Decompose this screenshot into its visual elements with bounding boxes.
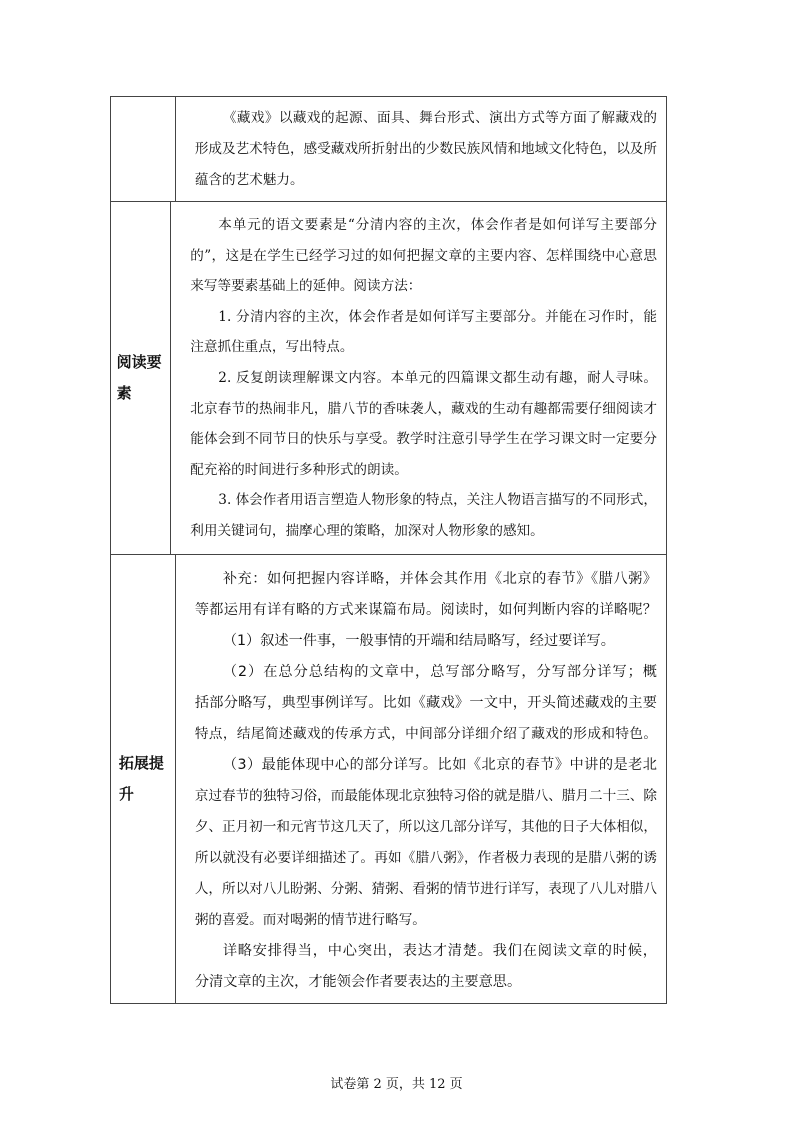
text-line: 3. 体会作者用语言塑造人物形象的特点，关注人物语言描写的不同形式， xyxy=(218,492,657,509)
text-line: 京过春节的独特习俗，而最能体现北京独特习俗的就是腊八、腊月二十三、除 xyxy=(194,788,657,804)
row-label xyxy=(111,97,176,201)
text-line: 等都运用有详有略的方式来谋篇布局。阅读时，如何判断内容的详略呢？ xyxy=(194,602,657,618)
text-line: 蕴含的艺术魅力。 xyxy=(194,172,304,188)
text-line: 配充裕的时间进行多种形式的朗读。 xyxy=(190,461,408,478)
text-line: 详略安排得当，中心突出，表达才清楚。我们在阅读文章的时候， xyxy=(222,943,657,959)
row-content xyxy=(171,202,666,554)
page-footer: 试卷第 2 页，共 12 页 xyxy=(330,1077,463,1092)
text-line: （1）叙述一件事，一般事情的开端和结局略写，经过要详写。 xyxy=(222,633,615,649)
row-content xyxy=(176,555,666,1003)
text-line: 补充：如何把握内容详略，并体会其作用《北京的春节》《腊八粥》 xyxy=(222,571,657,587)
text-line: 2. 反复朗读理解课文内容。本单元的四篇课文都生动有趣，耐人寻味。 xyxy=(218,369,657,386)
text-line: 本单元的语文要素是“分清内容的主次，体会作者是如何详写主要部分 xyxy=(218,217,657,233)
text-line: 人，所以对八儿盼粥、分粥、猜粥、看粥的情节进行详写，表现了八儿对腊八 xyxy=(194,881,657,897)
text-line: 形成及艺术特色，感受藏戏所折射出的少数民族风情和地域文化特色，以及所 xyxy=(194,141,657,157)
table-row-art-features xyxy=(111,97,666,201)
row-content xyxy=(176,97,666,201)
lesson-table xyxy=(110,96,667,1004)
text-line: 利用关键词句，揣摩心理的策略，加深对人物形象的感知。 xyxy=(190,522,544,539)
text-line: （3）最能体现中心的部分详写。比如《北京的春节》中讲的是老北 xyxy=(222,757,657,773)
table-row-reading-elements xyxy=(111,201,666,554)
text-line: （2）在总分总结构的文章中，总写部分略写，分写部分详写；概 xyxy=(222,664,657,680)
text-line: 括部分略写，典型事例详写。比如《藏戏》一文中，开头简述藏戏的主要 xyxy=(194,695,657,711)
text-line: 夕、正月初一和元宵节这几天了，所以这几部分详写，其他的日子大体相似， xyxy=(194,819,657,835)
text-line: 《藏戏》以藏戏的起源、面具、舞台形式、演出方式等方面了解藏戏的 xyxy=(222,110,657,126)
text-line: 能体会到不同节日的快乐与享受。教学时注意引导学生在学习课文时一定要分 xyxy=(190,431,657,448)
text-line: 特点，结尾简述藏戏的传承方式，中间部分详细介绍了藏戏的形成和特色。 xyxy=(194,726,657,742)
text-line: 所以就没有必要详细描述了。再如《腊八粥》，作者极力表现的是腊八粥的诱 xyxy=(194,850,657,866)
row-label: 拓展提升 xyxy=(111,555,176,1003)
text-line: 分清文章的主次，才能领会作者要表达的主要意思。 xyxy=(194,974,522,990)
row-label: 阅读要素 xyxy=(111,202,171,554)
text-line: 的”，这是在学生已经学习过的如何把握文章的主要内容、怎样围绕中心意思 xyxy=(190,247,657,264)
text-line: 注意抓住重点，写出特点。 xyxy=(190,339,354,356)
table-row-extension xyxy=(111,554,666,1003)
text-line: 北京春节的热闹非凡，腊八节的香味袭人，藏戏的生动有趣都需要仔细阅读才 xyxy=(190,400,657,417)
text-line: 1. 分清内容的主次，体会作者是如何详写主要部分。并能在习作时，能 xyxy=(218,308,657,325)
text-line: 来写等要素基础上的延伸。阅读方法： xyxy=(190,278,422,295)
text-line: 粥的喜爱。而对喝粥的情节进行略写。 xyxy=(194,912,426,928)
